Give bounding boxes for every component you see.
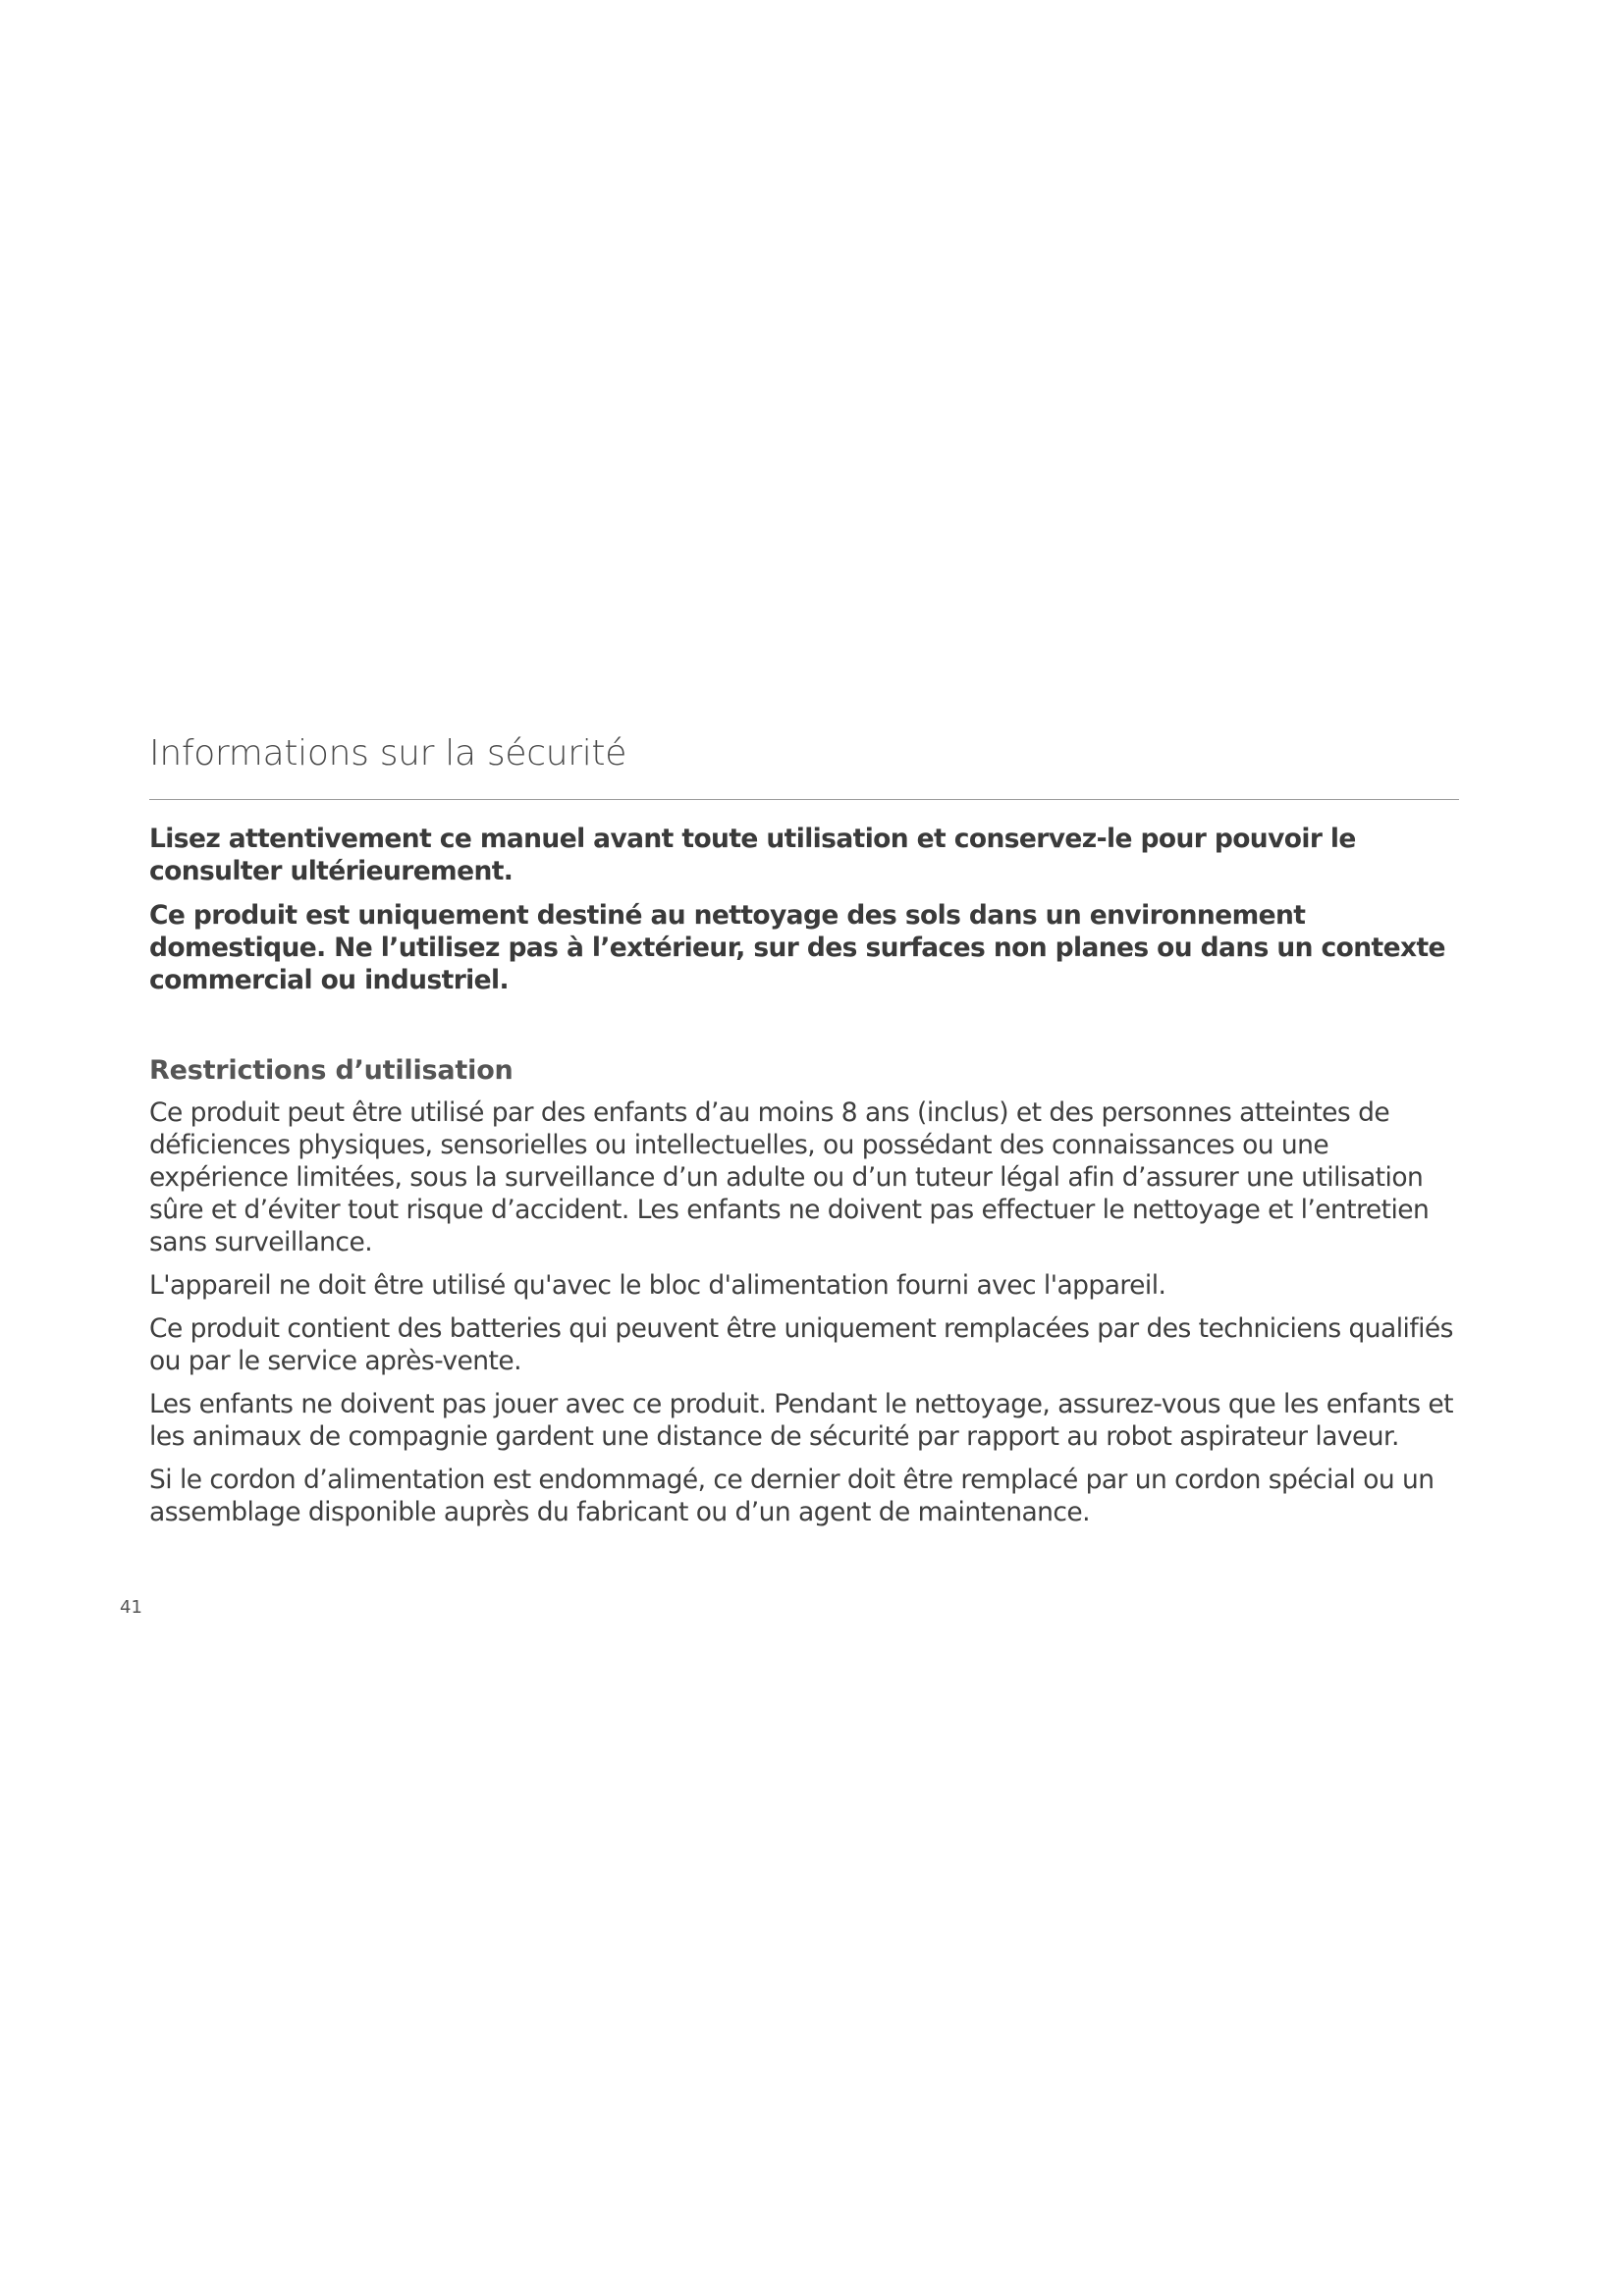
restriction-paragraph-children-play: Les enfants ne doivent pas jouer avec ce produit. Pendant le nettoyage, assurez-vous que les enfants et les animaux de compagnie gardent une distance de sécurité par rapport au robot aspirateur laveur. [149,1389,1453,1452]
page-number: 41 [120,1597,142,1618]
restriction-paragraph-batteries: Ce produit contient des batteries qui peuvent être uniquement remplacées par des techniciens qualifiés ou par le service après-vente. [149,1313,1453,1376]
title-divider [149,799,1459,800]
section-title: Informations sur la sécurité [149,733,627,774]
page-content [149,728,1459,1539]
intro-paragraph-read-manual: Lisez attentivement ce manuel avant toute utilisation et conservez-le pour pouvoir le consulter ultérieurement. [149,824,1356,886]
restrictions-heading: Restrictions d’utilisation [149,1055,514,1086]
restriction-paragraph-power-cord: Si le cordon d’alimentation est endommagé, ce dernier doit être remplacé par un cordon spécial ou un assemblage disponible auprès du fabricant ou d’un agent de maintenance. [149,1465,1435,1527]
intro-paragraph-domestic-use: Ce produit est uniquement destiné au nettoyage des sols dans un environnement domestique. Ne l’utilisez pas à l’extérieur, sur des surfaces non planes ou dans un contexte commercial ou industriel. [149,900,1445,995]
restriction-paragraph-power-supply: L'appareil ne doit être utilisé qu'avec le bloc d'alimentation fourni avec l'appareil. [149,1270,1166,1301]
restriction-paragraph-supervision: Ce produit peut être utilisé par des enfants d’au moins 8 ans (inclus) et des personnes atteintes de déficiences physiques, sensorielles ou intellectuelles, ou possédant des connaissances ou une expérience limitées, sous la surveillance d’un adulte ou d’un tuteur légal afin d’assurer une utilisation sûre et d’éviter tout risque d’accident. Les enfants ne doivent pas effectuer le nettoyage et l’entretien sans surveillance. [149,1097,1430,1257]
